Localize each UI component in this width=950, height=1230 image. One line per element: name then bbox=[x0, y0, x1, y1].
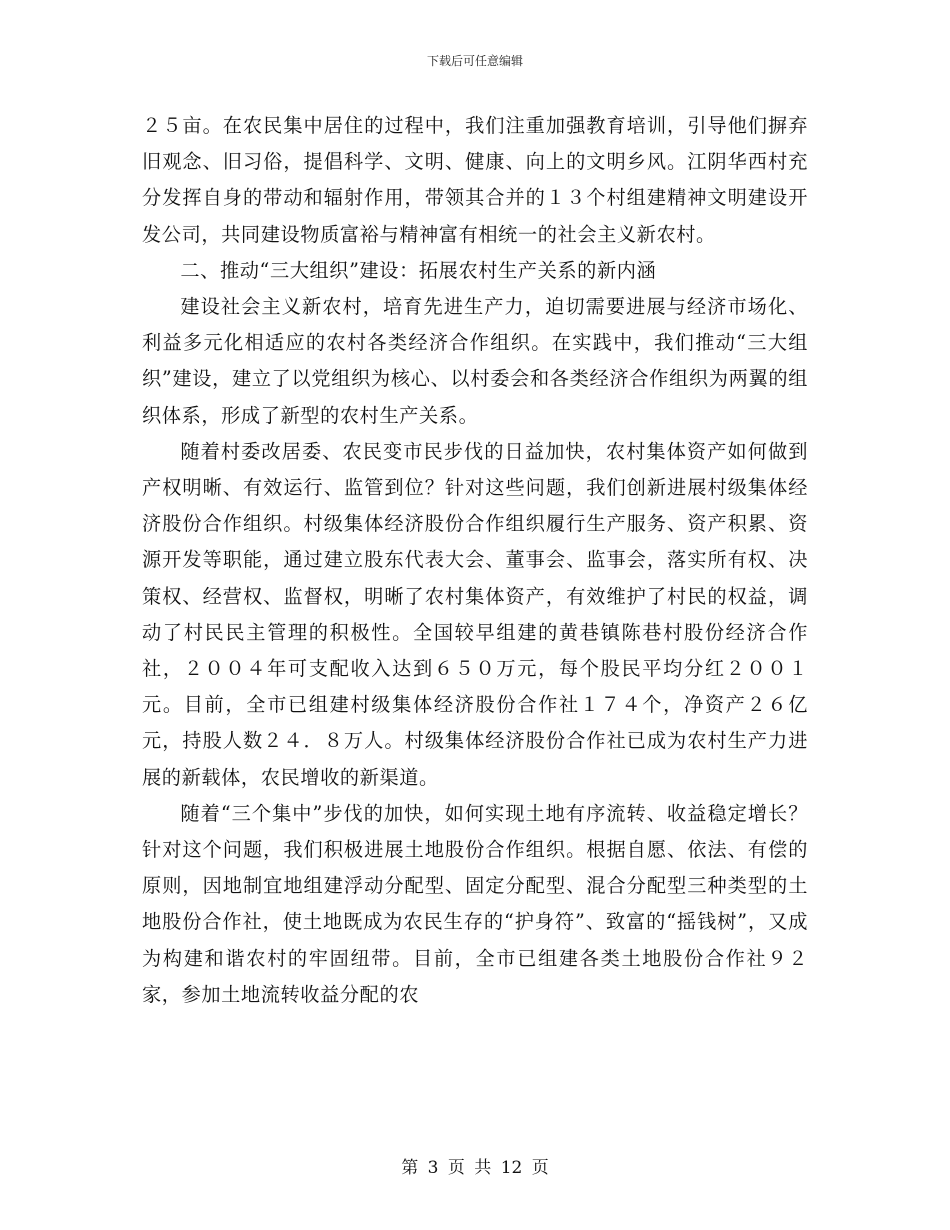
document-body bbox=[142, 108, 808, 1013]
paragraph-4: 随着“三个集中”步伐的加快，如何实现土地有序流转、收益稳定增长？针对这个问题，我们积极进展土地股份合作组织。根据自愿、依法、有偿的原则，因地制宜地组建浮动分配型、固定分配型、混合分配型三种类型的土地股份合作社，使土地既成为农民生存的“护身符”、致富的“摇钱树”，又成为构建和谐农村的牢固纽带。目前，全市已组建各类土地股份合作社９２家，参加土地流转收益分配的农 bbox=[142, 801, 808, 1006]
page-header-note: 下载后可任意编辑 bbox=[426, 54, 523, 68]
paragraph-3: 随着村委改居委、农民变市民步伐的日益加快，农村集体资产如何做到产权明晰、有效运行、监管到位？针对这些问题，我们创新进展村级集体经济股份合作组织。村级集体经济股份合作组织履行生产服务、资产积累、资源开发等职能，通过建立股东代表大会、董事会、监事会，落实所有权、决策权、经营权、监督权，明晰了农村集体资产，有效维护了村民的权益，调动了村民民主管理的积极性。全国较早组建的黄巷镇陈巷村股份经济合作社，２００４年可支配收入达到６５０万元，每个股民平均分红２００１元。目前，全市已组建村级集体经济股份合作社１７４个，净资产２６亿元，持股人数２４．８万人。村级集体经济股份合作社已成为农村生产力进展的新载体，农民增收的新渠道。 bbox=[142, 439, 808, 789]
page-number: 第 3 页 共 12 页 bbox=[401, 1158, 549, 1178]
paragraph-2: 建设社会主义新农村，培育先进生产力，迫切需要进展与经济市场化、利益多元化相适应的农村各类经济合作组织。在实践中，我们推动“三大组织”建设，建立了以党组织为核心、以村委会和各类经济合作组织为两翼的组织体系，形成了新型的农村生产关系。 bbox=[142, 295, 808, 427]
paragraph-1: ２５亩。在农民集中居住的过程中，我们注重加强教育培训，引导他们摒弃旧观念、旧习俗，提倡科学、文明、健康、向上的文明乡风。江阴华西村充分发挥自身的带动和辐射作用，带领其合并的１３个村组建精神文明建设开发公司，共同建设物质富裕与精神富有相统一的社会主义新农村。 bbox=[142, 114, 808, 246]
section-heading: 二、推动“三大组织”建设：拓展农村生产关系的新内涵 bbox=[180, 258, 657, 282]
